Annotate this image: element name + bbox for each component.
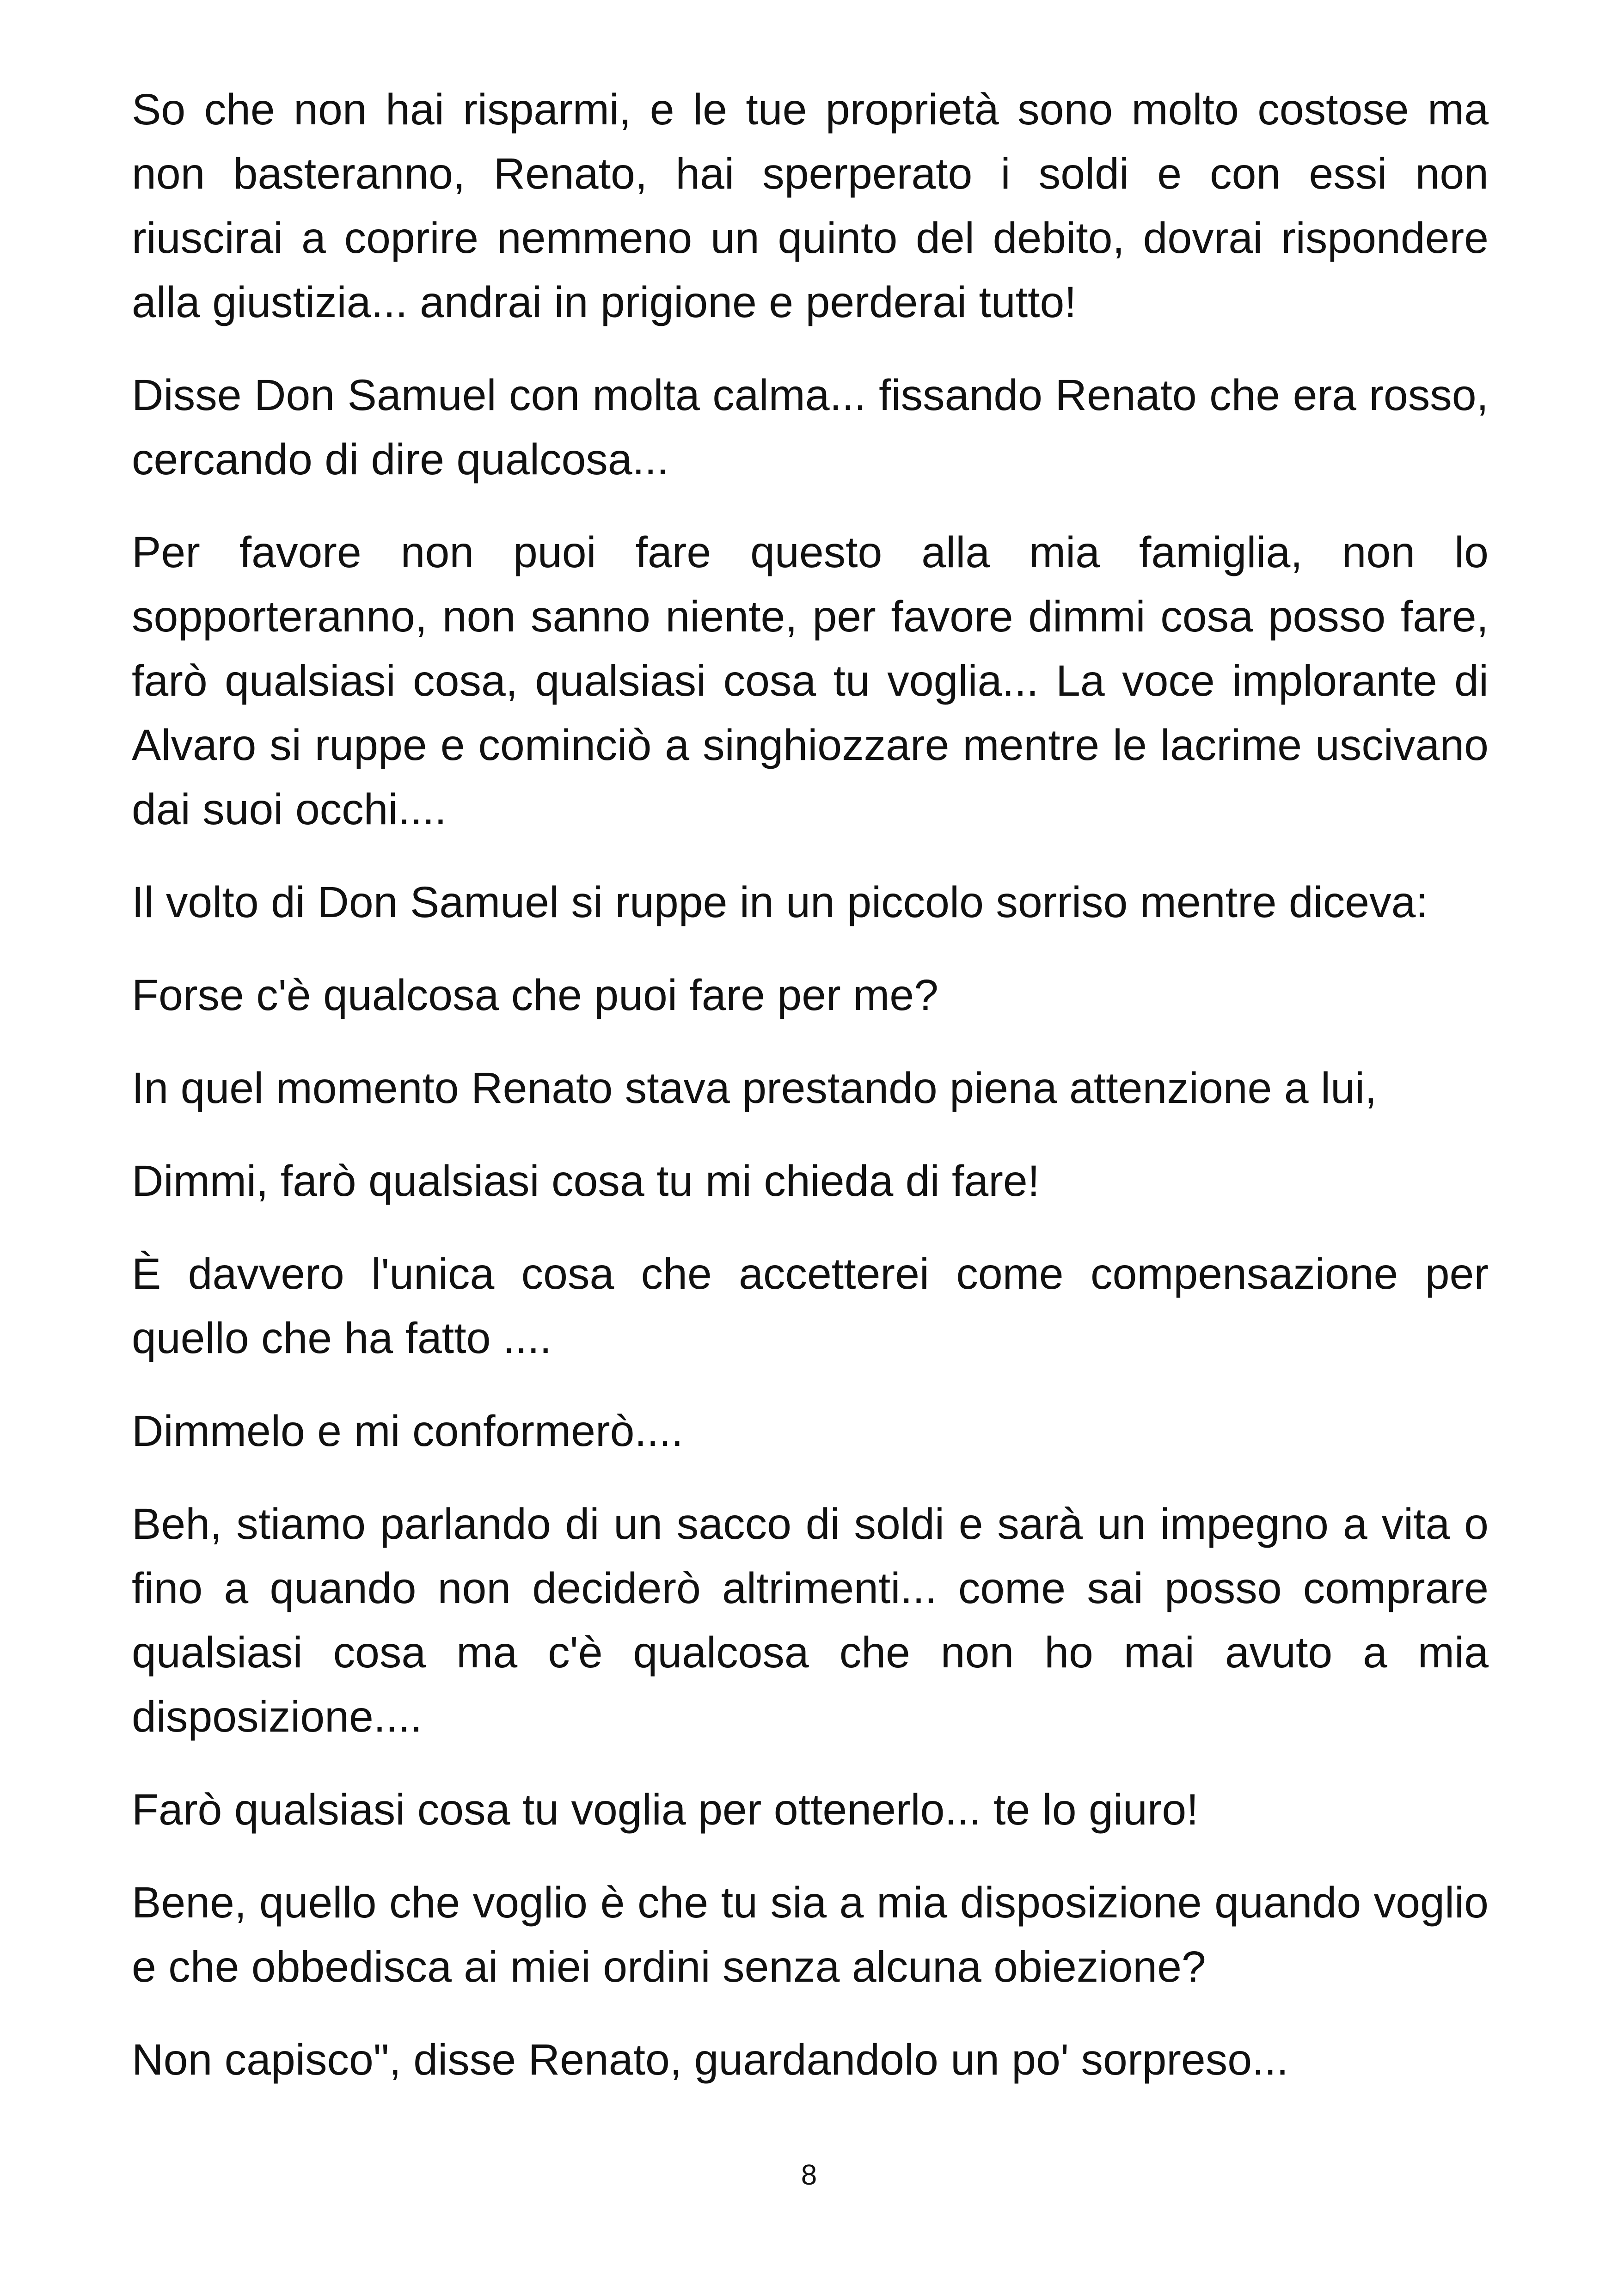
paragraph-11 — [132, 1778, 1489, 1842]
paragraph-4 — [132, 870, 1489, 935]
paragraph-text: Disse Don Samuel con molta calma... fissando Renato che era — [132, 371, 1356, 420]
paragraph-text-end: quello che ha fatto .... — [132, 1314, 552, 1363]
paragraph-text: Farò qualsiasi cosa tu voglia per ottenerlo... te lo giuro! — [132, 1785, 1199, 1834]
paragraph-text: Il volto di Don Samuel si ruppe in un piccolo sorriso mentre diceva: — [132, 878, 1428, 927]
paragraph-text: È davvero l'unica cosa che accetterei come compensazione per — [132, 1249, 1489, 1298]
paragraph-text: Forse c'è qualcosa che puoi fare per me? — [132, 971, 938, 1020]
paragraph-6 — [132, 1056, 1489, 1120]
paragraph-10 — [132, 1492, 1489, 1749]
paragraph-13 — [132, 2028, 1489, 2092]
body-text — [132, 78, 1489, 2121]
paragraph-text-end: rosso, cercando di dire qualcosa... — [132, 371, 1489, 484]
paragraph-text-end: uscivano dai suoi occhi.... — [132, 721, 1489, 834]
paragraph-text: Beh, stiamo parlando di un sacco di soldi e sarà un impegno a vita o fino a quando non deciderò altrimenti... come sai posso comprare qualsiasi cosa ma c'è qualcosa che non ho mai avuto a mia — [132, 1500, 1489, 1677]
paragraph-7 — [132, 1149, 1489, 1213]
paragraph-3 — [132, 520, 1489, 842]
paragraph-9 — [132, 1399, 1489, 1463]
paragraph-text: In quel momento Renato stava prestando piena attenzione a lui, — [132, 1064, 1377, 1113]
paragraph-text: Dimmelo e mi conformerò.... — [132, 1407, 684, 1456]
paragraph-12 — [132, 1871, 1489, 1999]
paragraph-text: Bene, quello che voglio è che tu sia a mia disposizione quando — [132, 1878, 1361, 1927]
paragraph-5 — [132, 963, 1489, 1028]
paragraph-text-end: alla giustizia... andrai in prigione e perderai tutto! — [132, 278, 1077, 327]
page-number: 8 — [801, 2159, 817, 2191]
paragraph-2 — [132, 363, 1489, 492]
paragraph-text: Dimmi, farò qualsiasi cosa tu mi chieda di fare! — [132, 1157, 1040, 1206]
paragraph-text-end: voglio e che obbedisca ai miei ordini senza alcuna obiezione? — [132, 1878, 1489, 1991]
paragraph-8 — [132, 1242, 1489, 1371]
paragraph-text: Per favore non puoi fare questo alla mia famiglia, non lo sopporteranno, non sanno niente, per favore dimmi cosa posso fare, farò qualsiasi cosa, qualsiasi cosa tu voglia... La voce implorante di Alvaro si ruppe e cominciò a singhiozzare mentre le lacrime — [132, 528, 1489, 770]
paragraph-text-end: disposizione.... — [132, 1692, 423, 1741]
paragraph-text: So che non hai risparmi, e le tue proprietà sono molto costose ma non basteranno, Renato, hai sperperato i soldi e con essi non riuscirai a coprire nemmeno un quinto del debito, dovrai rispondere — [132, 85, 1489, 263]
paragraph-1 — [132, 78, 1489, 335]
paragraph-text: Non capisco", disse Renato, guardandolo un po' sorpreso... — [132, 2035, 1289, 2084]
